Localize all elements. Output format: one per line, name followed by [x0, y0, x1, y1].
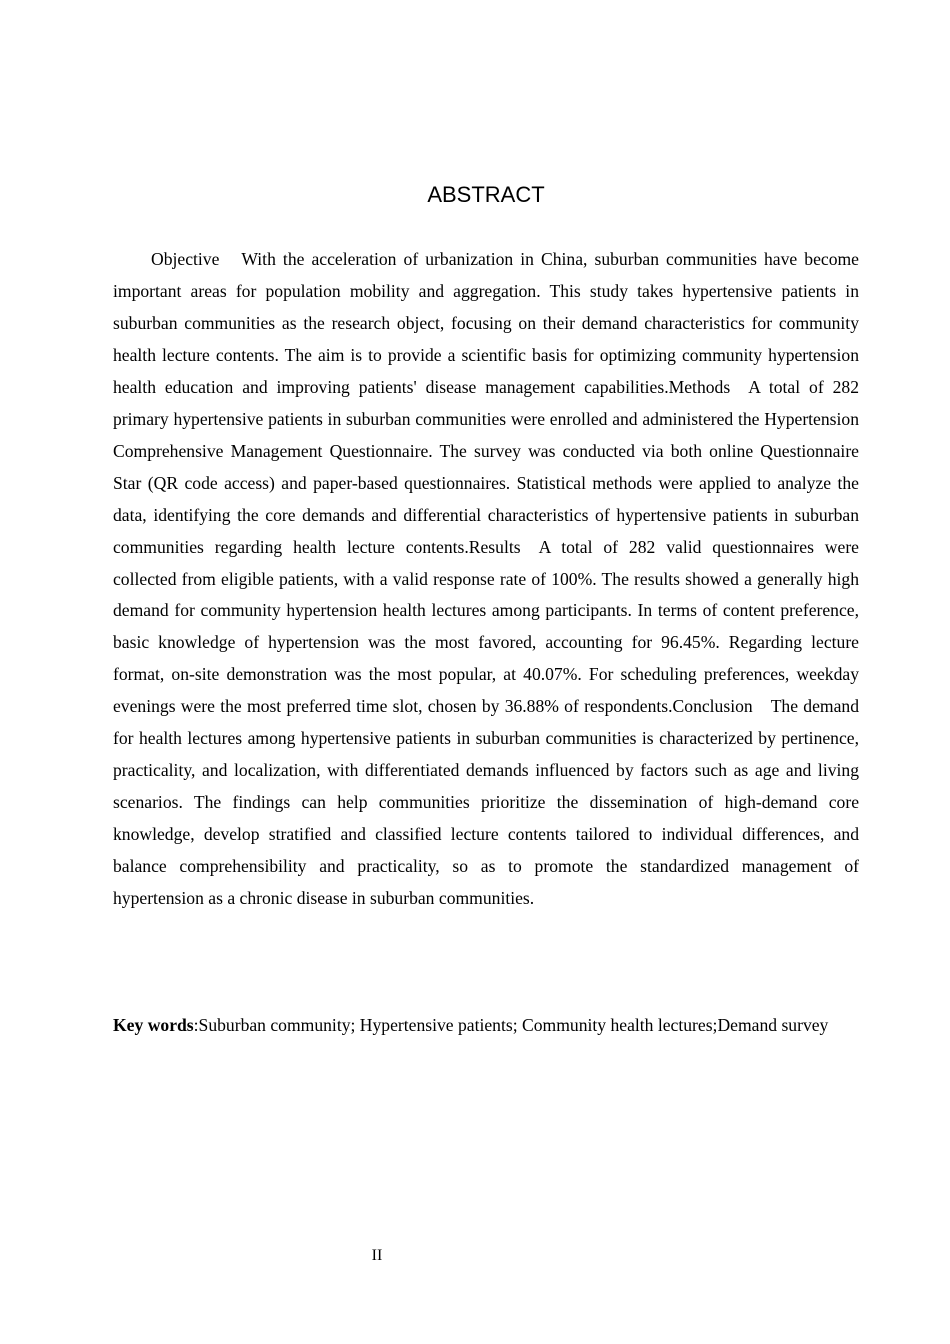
objective-label: Objective	[151, 249, 220, 269]
page-title: ABSTRACT	[427, 182, 545, 207]
abstract-body	[113, 244, 859, 915]
keywords-label: Key words	[113, 1015, 194, 1035]
results-label: Results	[468, 536, 521, 557]
conclusion-text: The demand for health lectures among hypertensive patients in suburban communities is characterized by pertinence, practicality, and localization, with differentiated demands influenced by factors such as age and living scenarios. The findings can help communities prioritize the dissemination of high-demand core knowledge, develop stratified and classified lecture contents tailored to individual differences, and balance comprehensibility and practicality, so as to promote the standardized management of hypertension as a chronic disease in suburban communities.	[113, 696, 859, 909]
methods-label: Methods	[668, 376, 731, 397]
keywords	[113, 1010, 859, 1042]
methods-text: A total of 282 primary hypertensive patients in suburban communities were enrolled and administered the Hypertension Comprehensive Management Questionnaire. The survey was conducted via both online Questionnaire Star (QR code access) and paper-based questionnaires. Statistical methods were applied to analyze the data, identifying the core demands and differential characteristics of hypertensive patients in suburban communities regarding health lecture contents.	[113, 376, 859, 557]
objective-text: With the acceleration of urbanization in China, suburban communities have become important areas for population mobility and aggregation. This study takes hypertensive patients in suburban communities as the research object, focusing on their demand characteristics for community health lecture contents. The aim is to provide a scientific basis for optimizing community hypertension health education and improving patients' disease management capabilities.	[113, 249, 859, 397]
page-number: II	[371, 1247, 383, 1264]
results-text: A total of 282 valid questionnaires were collected from eligible patients, with a valid response rate of 100%. The results showed a generally high demand for community hypertension health lectures among participants. In terms of content preference, basic knowledge of hypertension was the most favored, accounting for 96.45%. Regarding lecture format, on-site demonstration was the most popular, at 40.07%. For scheduling preferences, weekday evenings were the most preferred time slot, chosen by 36.88% of respondents.	[113, 536, 859, 717]
keywords-text: :Suburban community; Hypertensive patients; Community health lectures;Demand survey	[193, 1015, 829, 1035]
conclusion-label: Conclusion	[672, 696, 753, 717]
